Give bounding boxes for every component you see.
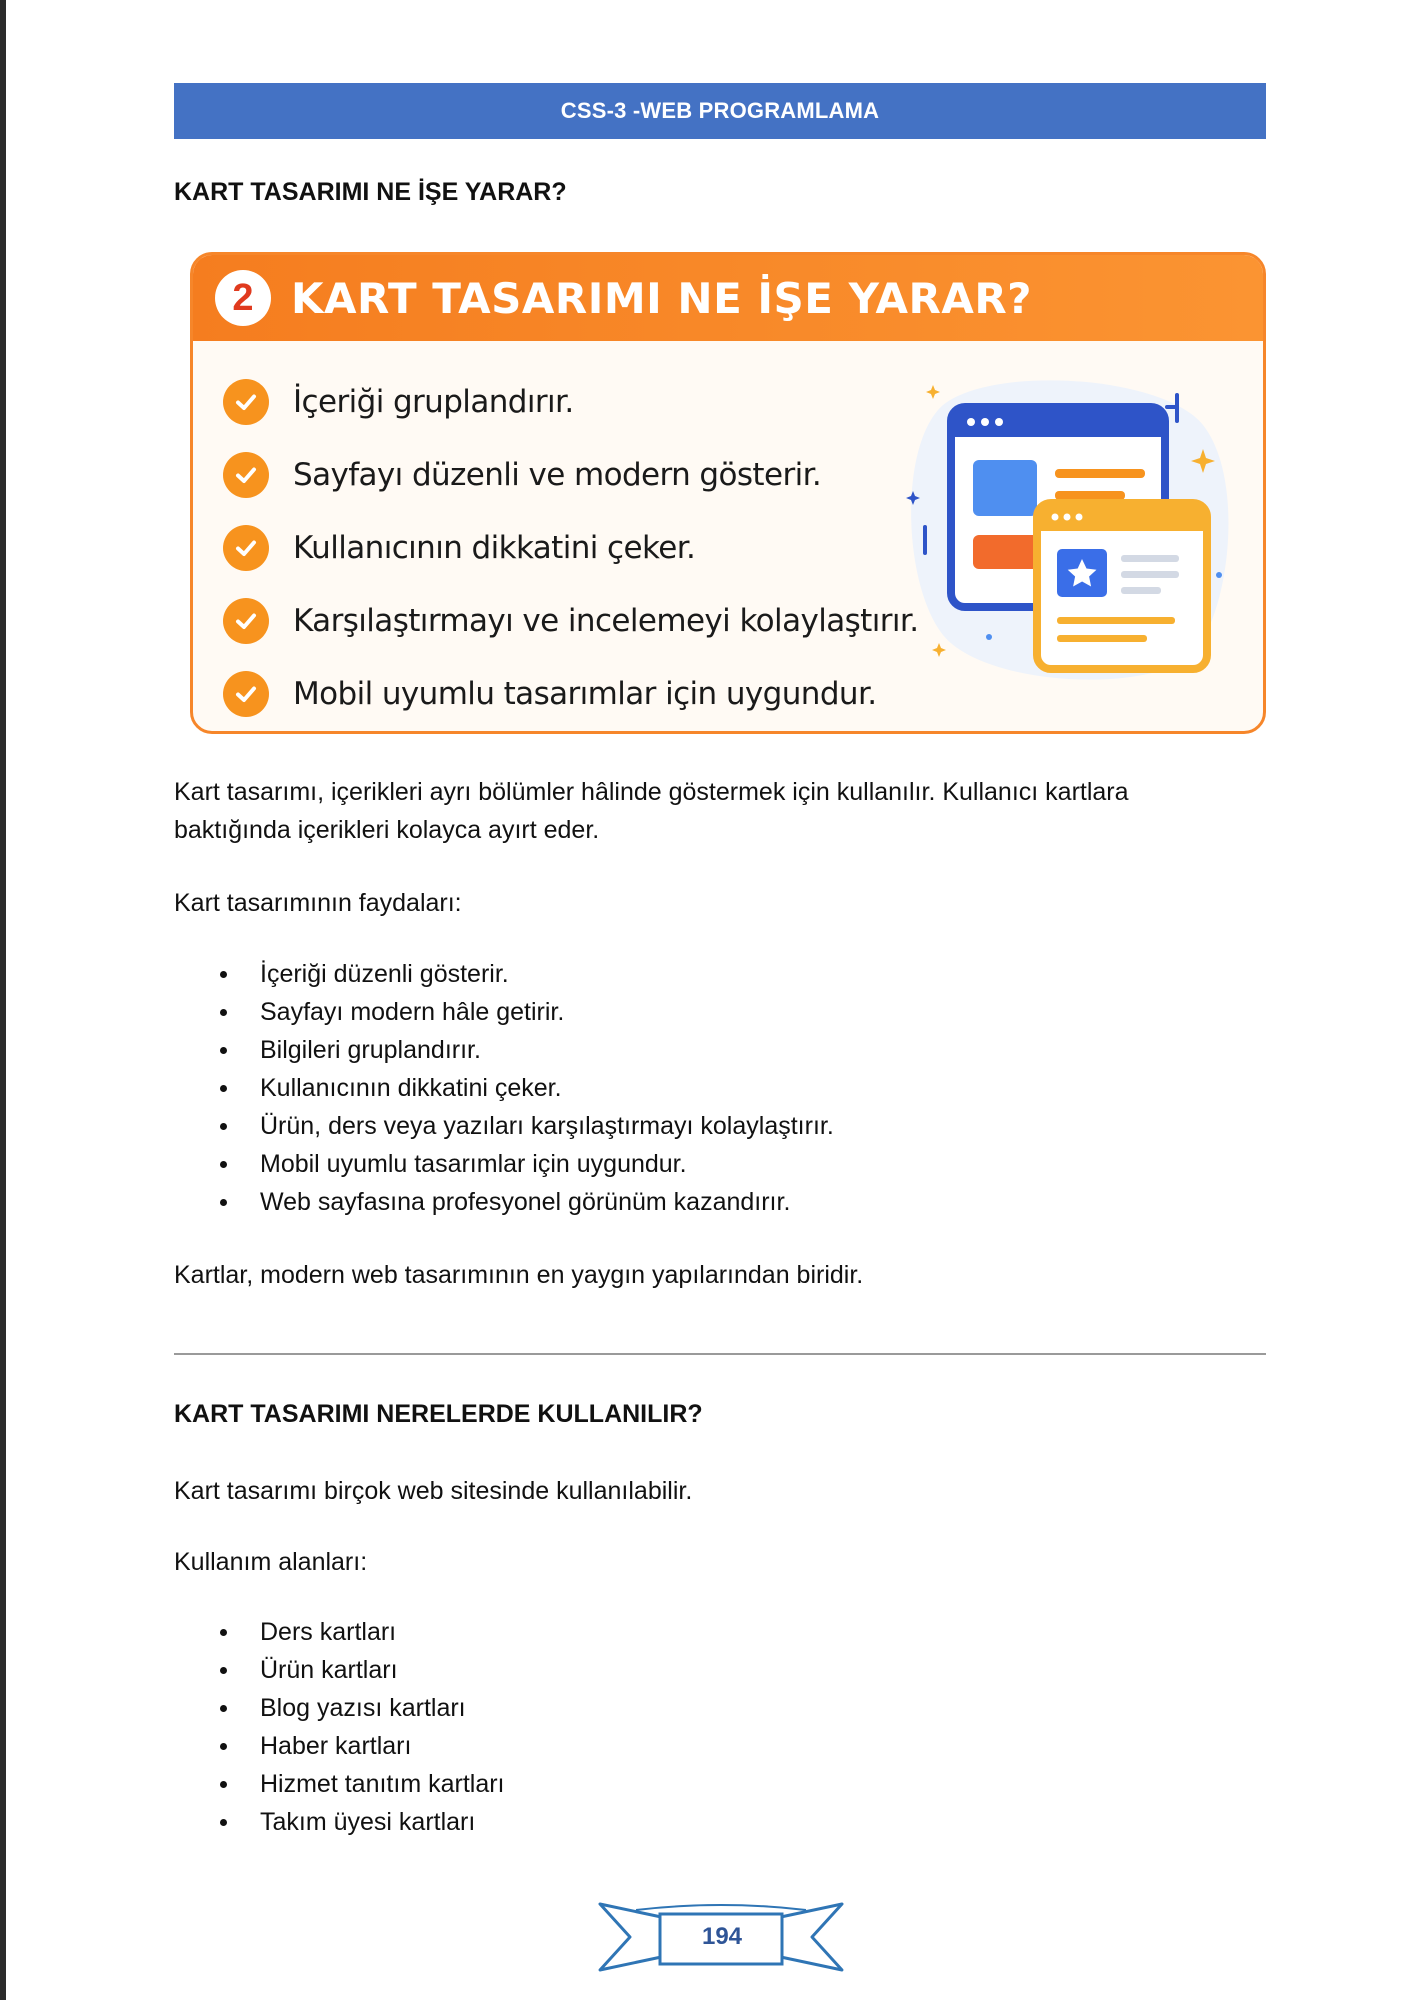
usage-intro: Kart tasarımı birçok web sitesinde kullanılabilir. bbox=[174, 1477, 693, 1505]
list-item: İçeriği düzenli gösterir. bbox=[174, 955, 834, 993]
list-item: Web sayfasına profesyonel görünüm kazandırır. bbox=[174, 1183, 834, 1221]
infographic-item-text: İçeriği gruplandırır. bbox=[293, 383, 574, 420]
infographic-item-text: Karşılaştırmayı ve incelemeyi kolaylaştırır. bbox=[293, 602, 919, 639]
infographic-item bbox=[223, 511, 918, 584]
usage-label: Kullanım alanları: bbox=[174, 1548, 368, 1576]
infographic-item bbox=[223, 657, 918, 730]
document-header bbox=[174, 83, 1266, 139]
benefits-label: Kart tasarımının faydaları: bbox=[174, 889, 462, 917]
list-item: Mobil uyumlu tasarımlar için uygundur. bbox=[174, 1145, 834, 1183]
list-item: Hizmet tanıtım kartları bbox=[174, 1765, 505, 1803]
check-icon bbox=[223, 598, 269, 644]
list-item: Blog yazısı kartları bbox=[174, 1689, 505, 1727]
check-icon bbox=[223, 525, 269, 571]
list-item: Ders kartları bbox=[174, 1613, 505, 1651]
closing-paragraph: Kartlar, modern web tasarımının en yaygın yapılarından biridir. bbox=[174, 1261, 864, 1289]
left-page-edge bbox=[0, 0, 6, 2000]
infographic-card bbox=[190, 252, 1266, 734]
section-divider bbox=[174, 1353, 1266, 1355]
check-icon bbox=[223, 671, 269, 717]
infographic-header bbox=[193, 255, 1263, 341]
infographic-title: KART TASARIMI NE İŞE YARAR? bbox=[291, 273, 1033, 323]
list-item: Ürün kartları bbox=[174, 1651, 505, 1689]
list-item: Ürün, ders veya yazıları karşılaştırmayı kolaylaştırır. bbox=[174, 1107, 834, 1145]
usage-list bbox=[174, 1613, 505, 1841]
infographic-list bbox=[223, 365, 918, 730]
number-badge: 2 bbox=[215, 270, 271, 326]
intro-line: Kart tasarımı, içerikleri ayrı bölümler hâlinde göstermek için kullanılır. Kullanıcı kartlara bbox=[174, 778, 1129, 806]
infographic-item-text: Kullanıcının dikkatini çeker. bbox=[293, 529, 696, 566]
page-number: 194 bbox=[701, 1923, 743, 1950]
infographic-item bbox=[223, 438, 918, 511]
list-item: Haber kartları bbox=[174, 1727, 505, 1765]
list-item: Bilgileri gruplandırır. bbox=[174, 1031, 834, 1069]
list-item: Sayfayı modern hâle getirir. bbox=[174, 993, 834, 1031]
card-layout-illustration-icon bbox=[903, 365, 1243, 695]
infographic-item bbox=[223, 584, 918, 657]
check-icon bbox=[223, 452, 269, 498]
infographic-item bbox=[223, 365, 918, 438]
infographic-item-text: Sayfayı düzenli ve modern gösterir. bbox=[293, 456, 822, 493]
benefits-list bbox=[174, 955, 834, 1221]
section-heading-1: KART TASARIMI NE İŞE YARAR? bbox=[174, 178, 567, 206]
intro-line: baktığında içerikleri kolayca ayırt eder. bbox=[174, 816, 600, 844]
intro-paragraph bbox=[174, 773, 1274, 849]
list-item: Kullanıcının dikkatini çeker. bbox=[174, 1069, 834, 1107]
header-title: CSS-3 -WEB PROGRAMLAMA bbox=[560, 98, 880, 123]
section-heading-2: KART TASARIMI NERELERDE KULLANILIR? bbox=[174, 1400, 703, 1428]
list-item: Takım üyesi kartları bbox=[174, 1803, 505, 1841]
check-icon bbox=[223, 379, 269, 425]
infographic-item-text: Mobil uyumlu tasarımlar için uygundur. bbox=[293, 675, 877, 712]
